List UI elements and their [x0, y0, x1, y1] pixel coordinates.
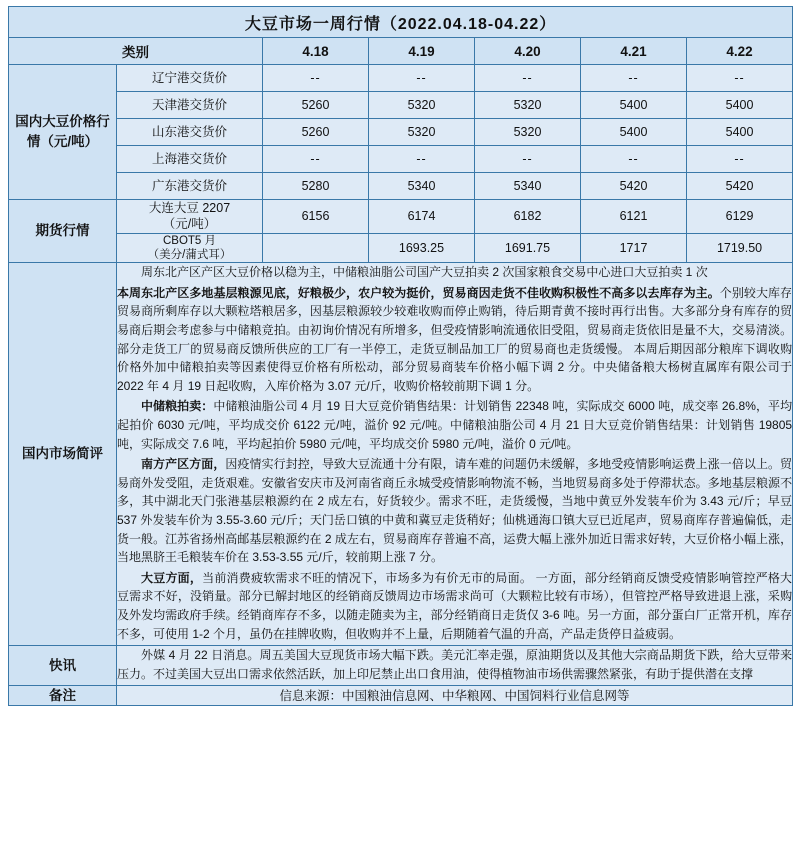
flash-text: 外媒 4 月 22 日消息。周五美国大豆现货市场大幅下跌。美元汇率走强，原油期货以及其他大宗商品期货下跌，给大豆带来压力。不过美国大豆出口需求依然活跃，加上印尼禁止出口食用油，使得植物油市场供需骤然紧张，有助于提供潜在支撑	[117, 648, 793, 682]
table-row	[9, 200, 793, 234]
section-label-text: 国内大豆价格行情（元/吨）	[15, 113, 110, 149]
category-header: 类别	[9, 38, 263, 65]
commentary-text: 当前消费疲软需求不旺的情况下，市场多为有价无市的局面。 一方面，部分经销商反馈受疫情影响管控严格大豆需求不好，没销量。部分已解封地区的经销商反馈周边市场需求尚可（大颗粒比较有市场），但管控严格导致进退上涨，采购及外发均需政府手续。经销商库存不多，以随走随卖为主，部分经销商日走货仅 3-6 吨。另一方面，部分蛋白厂正常开机，库存不多，可使用 1-2 个月，虽仍在挂牌收购，但收购并不上量，后期随着气温的升高，产品走货停日益疲弱。	[117, 570, 793, 641]
cell-value: 6129	[687, 200, 793, 234]
date-header-5: 4.22	[687, 38, 793, 65]
title-row	[9, 7, 793, 38]
cell-value: --	[263, 65, 369, 92]
cell-value: 5400	[581, 92, 687, 119]
cell-value: 6156	[263, 200, 369, 234]
cell-value: 5400	[581, 119, 687, 146]
cell-value: 5340	[369, 173, 475, 200]
row-label-line1: 大连大豆 2207	[148, 201, 231, 215]
commentary-paragraph	[117, 569, 792, 643]
section-label-flash: 快讯	[9, 646, 117, 685]
row-label-guangdong: 广东港交货价	[117, 173, 263, 200]
cell-value: 5420	[687, 173, 793, 200]
row-label-line1: CBOT5 月	[162, 234, 217, 247]
cell-value: 1691.75	[475, 233, 581, 263]
row-label-tianjin: 天津港交货价	[117, 92, 263, 119]
row-label-shanghai: 上海港交货价	[117, 146, 263, 173]
cell-value: --	[687, 146, 793, 173]
commentary-body	[117, 263, 793, 646]
cell-value	[263, 233, 369, 263]
cell-value: --	[581, 146, 687, 173]
commentary-bold: 本周东北产区多地基层粮源见底，好粮极少，农户较为挺价，贸易商因走货不佳收购积极性不高多以去库存为主。	[117, 285, 720, 300]
cell-value: 1693.25	[369, 233, 475, 263]
section-label-futures: 期货行情	[9, 200, 117, 263]
commentary-bold: 大豆方面，	[141, 570, 203, 585]
date-header-1: 4.18	[263, 38, 369, 65]
cell-value: 6182	[475, 200, 581, 234]
section-label-note: 备注	[9, 685, 117, 706]
row-label-line2: （美分/蒲式耳）	[147, 248, 232, 261]
commentary-text: 个别较大库存贸易商所剩库存以大颗粒塔粮居多，因基层粮源较少较难收购而停止购销，待后期青黄不接时再行出售。大多部分身有库存的贸易商后期会考虑参与中储粮竞拍。由初询价情况有所增多，但受疫情影响流通依旧受阻，贸易商走货依旧是量不大，交易清淡。部分走货工厂的贸易商反馈所供应的工厂有一半停工，走货豆制品加工厂的贸易商也走货缓慢。 本周后期因部分粮库下调收购价格外加中储粮拍卖等因素使得豆价格有所松动，部分贸易商装车价格小幅下调 2 分。中央储备粮大杨树直属库有限公司于 2022 年 4 月 19 日起收购，入库价格为 3.07 元/斤，收购价格较前期下调 1 分。	[117, 285, 793, 393]
section-label-domestic-price	[9, 65, 117, 200]
report-table	[8, 6, 793, 706]
cell-value: 6174	[369, 200, 475, 234]
row-label-liaoning: 辽宁港交货价	[117, 65, 263, 92]
commentary-text: 周东北产区产区大豆价格以稳为主，中储粮油脂公司国产大豆拍卖 2 次国家粮食交易中心进口大豆拍卖 1 次	[141, 265, 708, 280]
cell-value: 5400	[687, 92, 793, 119]
cell-value: --	[369, 146, 475, 173]
date-header-2: 4.19	[369, 38, 475, 65]
cell-value: 5400	[687, 119, 793, 146]
cell-value: 5260	[263, 119, 369, 146]
cell-value: --	[687, 65, 793, 92]
cell-value: 5320	[475, 92, 581, 119]
table-row	[9, 119, 793, 146]
table-row	[9, 263, 793, 646]
date-header-3: 4.20	[475, 38, 581, 65]
table-row	[9, 146, 793, 173]
cell-value: --	[475, 146, 581, 173]
cell-value: 5320	[369, 119, 475, 146]
cell-value: 5260	[263, 92, 369, 119]
section-label-commentary: 国内市场简评	[9, 263, 117, 646]
cell-value: 1717	[581, 233, 687, 263]
commentary-text: 因疫情实行封控，导致大豆流通十分有限，请车难的问题仍未缓解，多地受疫情影响运费上涨一倍以上。贸易商外发受阻，走货艰难。安徽省安庆市及河南省商丘永城受疫情影响物流不畅，当地贸易商多处于停滞状态。多地基层粮源不多，其中湖北天门张港基层粮源约在 2 成左右，好货较少。需求不旺，走货缓慢，当地中黄豆外发装车价为 3.43 元/斤；早豆 537 外发装车价为 3.55-3.60 元/斤；天门岳口镇的中黄和冀豆走货稍好；仙桃通海口镇大豆已近尾声，贸易商库存普遍偏低，走货一般。江苏省扬州高邮基层粮源约在 2 成左右，贸易商库存普遍不高，运费大幅上涨外加近日需求好转，大豆价格小幅上涨，当地黑脐王毛粮装车价在 3.53-3.55 元/斤，较前期上涨 7 分。	[117, 457, 793, 565]
cell-value: 5320	[475, 119, 581, 146]
cell-value: 1719.50	[687, 233, 793, 263]
commentary-bold: 南方产区方面，	[141, 457, 226, 472]
date-header-4: 4.21	[581, 38, 687, 65]
commentary-bold: 中储粮拍卖：	[141, 399, 214, 414]
table-row	[9, 233, 793, 263]
table-row	[9, 65, 793, 92]
commentary-paragraph	[117, 263, 792, 282]
table-row	[9, 685, 793, 706]
header-row	[9, 38, 793, 65]
table-row	[9, 173, 793, 200]
flash-body	[117, 646, 793, 685]
note-text: 信息来源：中国粮油信息网、中华粮网、中国饲料行业信息网等	[117, 685, 793, 706]
table-row	[9, 646, 793, 685]
commentary-paragraph	[117, 284, 792, 396]
row-label-line2: （元/吨）	[162, 217, 217, 232]
cell-value: --	[581, 65, 687, 92]
row-label-dalian-2207	[117, 200, 263, 234]
cell-value: 5320	[369, 92, 475, 119]
cell-value: 5420	[581, 173, 687, 200]
cell-value: 5280	[263, 173, 369, 200]
page-title: 大豆市场一周行情（2022.04.18-04.22）	[9, 7, 793, 38]
commentary-text: 中储粮油脂公司 4 月 19 日大豆竞价销售结果：计划销售 22348 吨，实际成交 6000 吨，成交率 26.8%，平均起拍价 6030 元/吨，平均成交价 6122 元/吨，溢价 92 元/吨。中储粮油脂公司 4 月 21 日大豆竞价销售结果：计划销售 19805 吨，实际成交 7.6 吨，平均起拍价 5980 元/吨，平均成交价 5980 元/吨，溢价 0 元/吨。	[117, 399, 793, 451]
commentary-paragraph	[117, 397, 792, 453]
cell-value: --	[475, 65, 581, 92]
cell-value: --	[263, 146, 369, 173]
row-label-cbot-may	[117, 233, 263, 263]
cell-value: 6121	[581, 200, 687, 234]
cell-value: --	[369, 65, 475, 92]
row-label-shandong: 山东港交货价	[117, 119, 263, 146]
table-row	[9, 92, 793, 119]
cell-value: 5340	[475, 173, 581, 200]
commentary-paragraph	[117, 455, 792, 567]
